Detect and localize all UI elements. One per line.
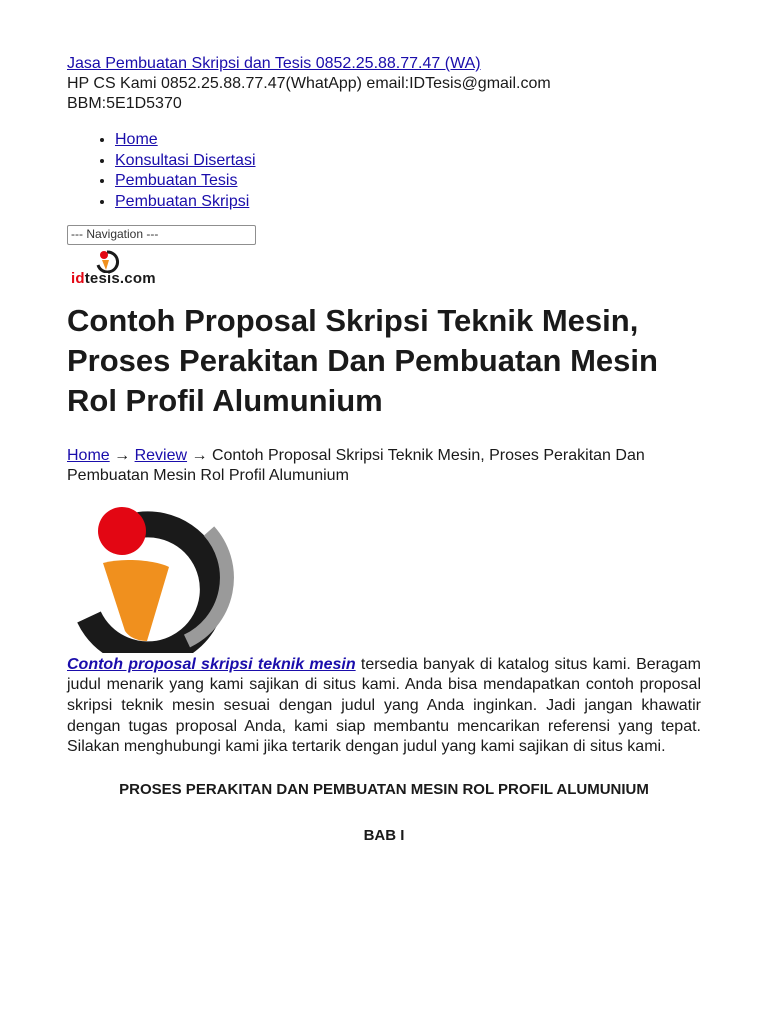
section-heading: PROSES PERAKITAN DAN PEMBUATAN MESIN ROL PROFIL ALUMUNIUM xyxy=(119,780,649,798)
menu-item-pembuatan-tesis xyxy=(115,171,701,192)
menu-item-konsultasi-disertasi xyxy=(115,151,701,172)
idtesis-logo-icon xyxy=(67,501,242,653)
menu-link-konsultasi-disertasi[interactable]: Konsultasi Disertasi xyxy=(115,151,256,169)
top-menu xyxy=(67,130,701,213)
intro-paragraph xyxy=(67,655,701,758)
breadcrumb-arrow: → xyxy=(109,446,135,464)
chapter-heading: BAB I xyxy=(363,826,405,844)
logo-text-rest: tesis.com xyxy=(84,269,156,287)
header-service-link[interactable]: Jasa Pembuatan Skripsi dan Tesis 0852.25.88.77.47 (WA) xyxy=(67,55,481,72)
intro-text: tersedia banyak di katalog situs kami. Beragam judul menarik yang kami sajikan di situs kami. Anda bisa mendapatkan contoh proposal skripsi teknik mesin sesuai dengan judul yang Anda inginkan. Jadi jangan khawatir dengan tugas proposal Anda, kami siap membantu mencarikan referensi yang tepat. Silakan menghubungi kami jika tertarik dengan judul yang kami sajikan di situs kami. xyxy=(67,655,701,756)
menu-link-home[interactable]: Home xyxy=(115,131,158,148)
intro-keyword-link[interactable]: Contoh proposal skripsi teknik mesin xyxy=(67,655,356,673)
menu-item-home xyxy=(115,130,701,151)
menu-link-pembuatan-skripsi[interactable]: Pembuatan Skripsi xyxy=(115,193,250,211)
breadcrumb-home-link[interactable]: Home xyxy=(67,446,110,464)
breadcrumb-current: Contoh Proposal Skripsi Teknik Mesin, Proses Perakitan Dan Pembuatan Mesin Rol Profil Alumunium xyxy=(67,446,645,485)
contact-bbm: BBM:5E1D5370 xyxy=(67,95,182,112)
breadcrumb-arrow: → xyxy=(187,446,212,464)
navigation-select[interactable]: --- Navigation --- xyxy=(67,225,256,245)
contact-phone-email: HP CS Kami 0852.25.88.77.47(WhatApp) email:IDTesis@gmail.com xyxy=(67,75,551,92)
page-content xyxy=(67,54,701,846)
menu-link-pembuatan-tesis[interactable]: Pembuatan Tesis xyxy=(115,172,238,190)
site-logo[interactable] xyxy=(67,249,701,291)
menu-item-pembuatan-skripsi xyxy=(115,192,701,213)
logo-text-id: id xyxy=(71,269,85,287)
breadcrumb xyxy=(67,446,701,487)
logo-text xyxy=(71,270,156,287)
article-title: Contoh Proposal Skripsi Teknik Mesin, Proses Perakitan Dan Pembuatan Mesin Rol Profil Alumunium xyxy=(67,302,658,418)
article-logo-image xyxy=(67,501,242,653)
breadcrumb-review-link[interactable]: Review xyxy=(134,446,188,464)
